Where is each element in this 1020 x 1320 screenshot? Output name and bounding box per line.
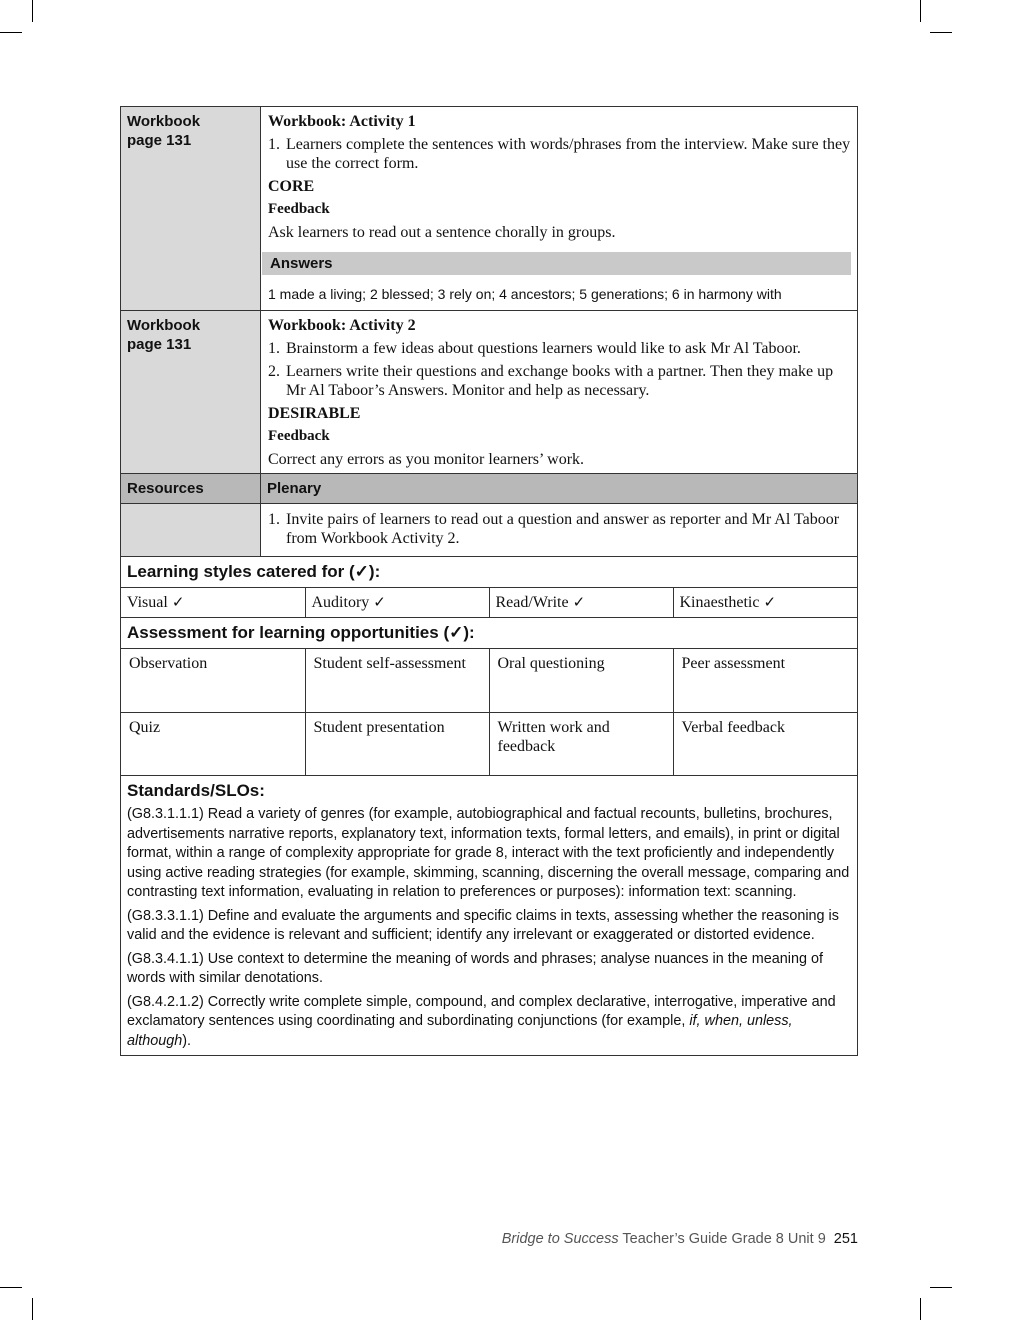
standards-cell <box>121 776 858 1056</box>
style-label: Read/Write <box>495 594 569 611</box>
guide-title: Teacher’s Guide Grade 8 Unit 9 <box>622 1231 826 1247</box>
page-number: 251 <box>833 1231 858 1247</box>
style-label: Visual <box>127 594 168 611</box>
standard-text: (G8.4.2.1.2) Correctly write complete simple, compound, and complex declarative, interrogative, imperative and exclamatory sentences using coordinating and subordinating conjunctions (for example, <box>127 993 836 1029</box>
feedback-label: Feedback <box>268 201 330 217</box>
crop-mark <box>930 1287 952 1288</box>
item-number: 1. <box>268 136 280 153</box>
crop-mark <box>32 1298 33 1320</box>
learning-styles-cell <box>121 588 858 618</box>
assessment-grid <box>121 649 857 775</box>
list-item <box>268 135 851 173</box>
assessment-row <box>121 649 858 776</box>
standard-text: ). <box>182 1032 192 1049</box>
list-item <box>268 510 851 548</box>
learning-styles-grid <box>121 588 857 617</box>
crop-mark <box>32 0 33 22</box>
activity-1-content <box>261 107 858 311</box>
assessment-option: Peer assessment <box>673 649 857 712</box>
plenary-label-cell <box>261 474 858 504</box>
lesson-plan-table <box>120 106 858 1056</box>
style-auditory <box>305 588 489 617</box>
crop-mark <box>920 1298 921 1320</box>
learning-styles-heading-row <box>121 557 858 588</box>
check-icon: ✓ <box>373 593 386 611</box>
resources-label: Resources <box>127 480 204 497</box>
resources-empty-cell <box>121 504 261 557</box>
page-label: page 131 <box>127 336 192 353</box>
item-number: 1. <box>268 340 280 357</box>
style-visual <box>121 588 305 617</box>
level-tag: CORE <box>268 178 315 195</box>
style-label: Auditory <box>311 594 370 611</box>
activity-title: Workbook: Activity 1 <box>268 113 416 130</box>
item-number: 2. <box>268 363 280 380</box>
style-label: Kinaesthetic <box>679 594 760 611</box>
assessment-heading-cell <box>121 618 858 649</box>
workbook-label-cell <box>121 107 261 311</box>
feedback-text: Correct any errors as you monitor learners’ work. <box>268 451 585 468</box>
assessment-option: Observation <box>121 649 305 712</box>
learning-styles-row <box>121 588 858 618</box>
plenary-row <box>121 504 858 557</box>
resources-label-cell <box>121 474 261 504</box>
workbook-label: Workbook <box>127 113 201 130</box>
activity-title: Workbook: Activity 2 <box>268 317 416 334</box>
assessment-heading-row <box>121 618 858 649</box>
resources-header-row <box>121 474 858 504</box>
assessment-option: Written work and feedback <box>489 712 673 775</box>
activity-2-row <box>121 311 858 474</box>
plenary-content <box>261 504 858 557</box>
standard-paragraph: (G8.3.4.1.1) Use context to determine the meaning of words and phrases; analyse nuances in the meaning of words with similar denotations. <box>127 950 823 986</box>
assessment-option: Oral questioning <box>489 649 673 712</box>
learning-styles-heading: Learning styles catered for (✓): <box>127 562 381 581</box>
level-tag: DESIRABLE <box>268 405 361 422</box>
page-label: page 131 <box>127 132 192 149</box>
item-text: Invite pairs of learners to read out a question and answer as reporter and Mr Al Taboor from Workbook Activity 2. <box>286 511 840 547</box>
standard-paragraph: (G8.3.3.1.1) Define and evaluate the arguments and specific claims in texts, assessing whether the reasoning is valid and the evidence is relevant and sufficient; identify any irrelevant or exaggerated or distorted evidence. <box>127 907 839 943</box>
check-icon: ✓ <box>763 593 777 611</box>
standard-italic-text: if, when, unless, although <box>127 1013 793 1049</box>
check-icon: ✓ <box>171 593 185 611</box>
activity-2-content <box>261 311 858 474</box>
standard-paragraph: (G8.3.1.1.1) Read a variety of genres (for example, autobiographical and factual recounts, bulletins, brochures, advertisements narrative reports, explanatory text, information texts, formal letters, and emails), in print or digital format, within a range of complexity appropriate for grade 8, interact with the text proficiently and independently using active reading strategies (for example, skimming, scanning, discerning the overall message, comparing and contrasting text information, evaluating in relation to preferences or purposes): information text: scanning. <box>127 806 850 900</box>
list-item <box>268 362 851 400</box>
standard-paragraph <box>121 993 857 1056</box>
crop-mark <box>0 32 22 33</box>
feedback-text: Ask learners to read out a sentence chorally in groups. <box>268 224 616 241</box>
item-text: Learners write their questions and exchange books with a partner. Then they make up Mr Al Taboor’s Answers. Monitor and help as necessary. <box>286 363 834 399</box>
crop-mark <box>0 1287 22 1288</box>
assessment-cell <box>121 649 858 776</box>
assessment-option: Verbal feedback <box>673 712 857 775</box>
crop-mark <box>930 32 952 33</box>
assessment-option: Student presentation <box>305 712 489 775</box>
style-kinaesthetic <box>673 588 857 617</box>
assessment-heading: Assessment for learning opportunities (✓): <box>127 623 475 642</box>
standards-row <box>121 776 858 1056</box>
item-text: Learners complete the sentences with words/phrases from the interview. Make sure they use the correct form. <box>286 136 851 172</box>
item-text: Brainstorm a few ideas about questions learners would like to ask Mr Al Taboor. <box>286 340 801 357</box>
learning-styles-heading-cell <box>121 557 858 588</box>
item-number: 1. <box>268 511 280 528</box>
assessment-option: Student self-assessment <box>305 649 489 712</box>
assessment-option: Quiz <box>121 712 305 775</box>
series-title: Bridge to Success <box>501 1231 619 1247</box>
activity-1-row <box>121 107 858 311</box>
feedback-label: Feedback <box>268 428 330 444</box>
style-read-write <box>489 588 673 617</box>
answers-text: 1 made a living; 2 blessed; 3 rely on; 4 ancestors; 5 generations; 6 in harmony with <box>268 286 782 302</box>
page-footer <box>502 1231 858 1247</box>
workbook-label: Workbook <box>127 317 201 334</box>
crop-mark <box>920 0 921 22</box>
plenary-label: Plenary <box>267 480 322 497</box>
check-icon: ✓ <box>572 593 586 611</box>
answers-heading: Answers <box>262 252 851 275</box>
workbook-label-cell <box>121 311 261 474</box>
standards-heading: Standards/SLOs: <box>127 781 265 800</box>
list-item <box>268 339 851 358</box>
